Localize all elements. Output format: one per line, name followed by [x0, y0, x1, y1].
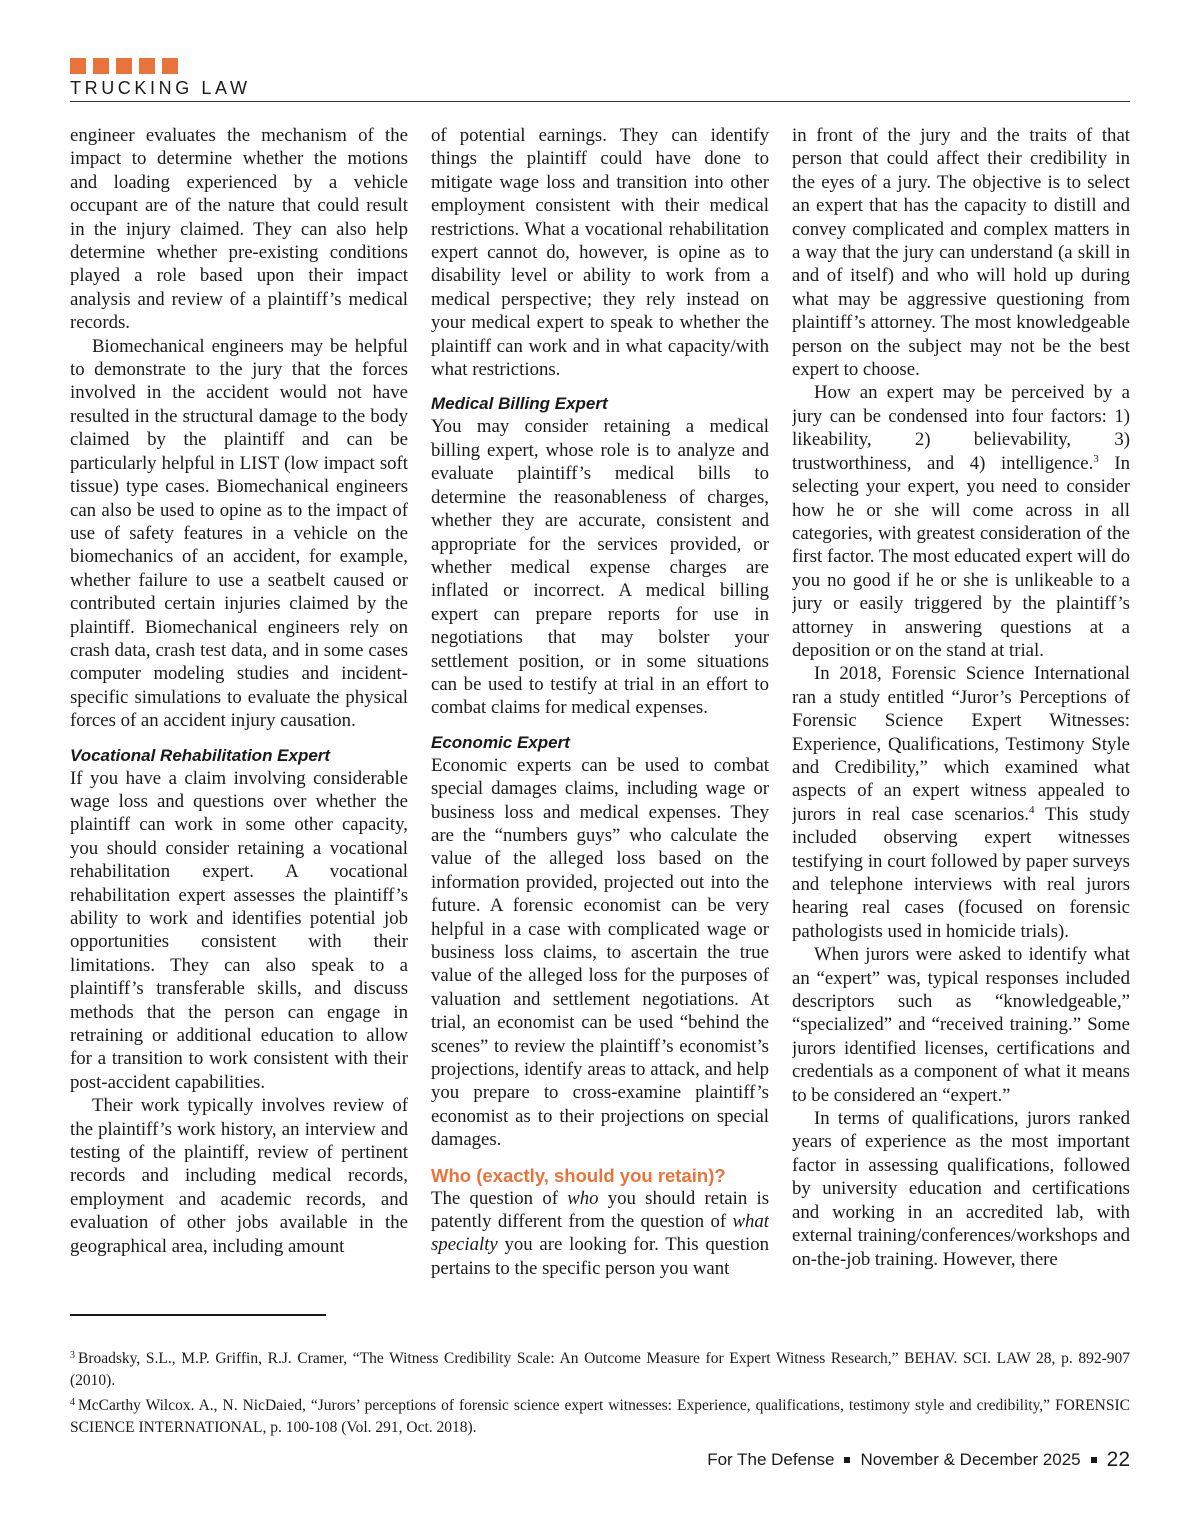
- paragraph: In terms of qualifications, jurors ranked years of experience as the most important factor in assessing qualifications, followed by university education and certifications and working in an accredited lab, with external training/conferences/workshops and on-the-job training. However, there: [792, 1108, 1130, 1270]
- accent-square: [116, 58, 132, 74]
- column-2: [431, 124, 769, 1299]
- paragraph-who: [431, 1187, 769, 1281]
- section-heading-who: Who (exactly, should you retain)?: [431, 1164, 726, 1186]
- header-accent-squares: [70, 58, 178, 74]
- footnote-text: Broadsky, S.L., M.P. Griffin, R.J. Cramer, “The Witness Credibility Scale: An Outcome Measure for Expert Witness Research,” BEHAV. SCI. LAW 28, p. 892-907 (2010).: [70, 1350, 1130, 1389]
- section-label: TRUCKING LAW: [70, 78, 251, 98]
- accent-square: [139, 58, 155, 74]
- footnote-reference-4: 4: [1028, 803, 1035, 816]
- paragraph: in front of the jury and the traits of that person that could affect their credibility in the eyes of a jury. The objective is to select an expert that has the capacity to distill and convey complicated and complex matters in a way that the jury can understand (a skill in and of itself) and who will hold up during what may be aggressive questioning from plaintiff’s attorney. The most knowledgeable person on the subject may not be the best expert to choose.: [792, 125, 1130, 381]
- text-run: This study included observing expert witnesses testifying in court followed by paper surveys and telephone interviews with real jurors hearing real cases (focused on forensic pathologists used in homicide trials).: [792, 803, 1130, 942]
- text-run: In selecting your expert, you need to consider how he or she will come across in all categories, with greatest consideration of the first factor. The most educated expert will do you no good if he or she is unlikeable to a jury or easily triggered by the plaintiff’s attorney in answering questions at a deposition or on the stand at trial.: [792, 452, 1130, 661]
- issue-date: November & December 2025: [860, 1450, 1081, 1469]
- footnote-text: McCarthy Wilcox. A., N. NicDaied, “Jurors’ perceptions of forensic science expert witnesses: Experience, qualifications, testimony style and credibility,” FORENSIC SCIENCE INTERNATIONAL, p. 100-108 (Vol. 291, Oct. 2018).: [70, 1397, 1130, 1436]
- accent-square: [70, 58, 86, 74]
- text-run: you are looking for. This question pertains to the specific person you want: [431, 1234, 769, 1279]
- text-run: The question of: [431, 1187, 568, 1209]
- footnote-rule: [70, 1314, 326, 1316]
- paragraph: When jurors were asked to identify what an “expert” was, typical responses included descriptors such as “knowledgeable,” “specialized” and “received training.” Some jurors identified licenses, certifications and credentials as a component of what it means to be considered an “expert.”: [792, 944, 1130, 1106]
- paragraph: [792, 662, 1130, 943]
- paragraph: Economic experts can be used to combat special damages claims, including wage or business loss and medical expenses. They are the “numbers guys” who calculate the value of the alleged loss based on the information provided, projected out into the future. A forensic economist can be very helpful in a case with complicated wage or business loss claims, to ascertain the true value of the alleged loss for the purposes of valuation and settlement negotiations. At trial, an economist can be used “behind the scenes” to review the plaintiff’s economist’s projections, identify areas to attack, and help you prepare to cross-examine plaintiff’s economist as to their projections on special damages.: [431, 754, 769, 1151]
- paragraph: Biomechanical engineers may be helpful to demonstrate to the jury that the forces involved in the accident would not have resulted in the structural damage to the body claimed by the plaintiff and can be particularly helpful in LIST (low impact soft tissue) type cases. Biomechanical engineers can also be used to opine as to the impact of use of safety features in a vehicle on the biomechanics of an accident, for example, whether failure to use a seatbelt caused or contributed certain injuries claimed by the plaintiff. Biomechanical engineers rely on crash data, crash test data, and in some cases computer modeling studies and incident-specific simulations to evaluate the physical forces of an accident injury causation.: [70, 335, 408, 732]
- footnote-4: [70, 1392, 1130, 1439]
- paragraph: [792, 381, 1130, 662]
- paragraph: If you have a claim involving considerable wage loss and questions over whether the plaintiff can work in some other capacity, you should consider retaining a vocational rehabilitation expert. A vocational rehabilitation expert assesses the plaintiff’s ability to work and identifies potential job opportunities consistent with their limitations. They can also speak to a plaintiff’s transferable skills, and discuss methods that the person can engage in retraining or additional education to allow for a transition to work consistent with their post-accident capabilities.: [70, 767, 408, 1093]
- publication-name: For The Defense: [707, 1450, 835, 1469]
- text-run: How an expert may be perceived by a jury can be condensed into four factors: 1) likeability, 2) believability, 3) trustworthiness, and 4) intelligence.: [792, 382, 1130, 474]
- page-footer: [707, 1448, 1130, 1472]
- column-3: [792, 124, 1130, 1299]
- subheading-vocational-rehabilitation: Vocational Rehabilitation Expert: [70, 745, 331, 765]
- emphasis-what-specialty: what specialty: [431, 1211, 769, 1256]
- paragraph: Their work typically involves review of the plaintiff’s work history, an interview and testing of the plaintiff, review of pertinent records and including medical records, employment and academic records, and evaluation of other jobs available in the geographical area, including amount: [70, 1095, 408, 1257]
- footnote-3: [70, 1345, 1130, 1392]
- footnote-reference-3: 3: [1093, 452, 1099, 465]
- page-number: 22: [1106, 1448, 1130, 1471]
- subheading-medical-billing: Medical Billing Expert: [431, 394, 608, 414]
- paragraph: You may consider retaining a medical billing expert, whose role is to analyze and evaluate plaintiff’s medical bills to determine the reasonableness of charges, whether they are accurate, consistent and appropriate for the services provided, or whether medical expense charges are inflated or incorrect. A medical billing expert can prepare reports for use in negotiations that may bolster your settlement position, or in some situations can be used to testify at trial in an effort to combat claims for medical expenses.: [431, 416, 769, 719]
- footnote-number: 4: [70, 1397, 75, 1408]
- bullet-separator: [844, 1457, 850, 1463]
- emphasis-who: who: [567, 1187, 599, 1209]
- bullet-separator: [1091, 1457, 1097, 1463]
- footnotes: [70, 1345, 1130, 1439]
- paragraph: of potential earnings. They can identify things the plaintiff could have done to mitigate wage loss and transition into other employment consistent with their medical restrictions. What a vocational rehabilitation expert cannot do, however, is opine as to disability level or ability to work from a medical perspective; they rely instead on your medical expert to speak to whether the plaintiff can work and in what capacity/with what restrictions.: [431, 125, 769, 381]
- header-rule: [70, 101, 1130, 102]
- subheading-economic-expert: Economic Expert: [431, 732, 570, 752]
- column-1: [70, 124, 408, 1299]
- text-run: you should retain is patently different from the question of: [431, 1187, 769, 1233]
- paragraph: engineer evaluates the mechanism of the impact to determine whether the motions and loading experienced by a vehicle occupant are of the nature that could result in the injury claimed. They can also help determine whether pre-existing conditions played a role based upon their impact analysis and review of a plaintiff’s medical records.: [70, 125, 408, 334]
- text-run: In 2018, Forensic Science International ran a study entitled “Juror’s Perceptions of Forensic Science Expert Witnesses: Experience, Qualifications, Testimony Style and Credibility,” which examined what aspects of an expert witness appealed to jurors in real case scenarios.: [792, 663, 1130, 825]
- accent-square: [162, 58, 178, 74]
- footnote-number: 3: [70, 1350, 75, 1361]
- accent-square: [93, 58, 109, 74]
